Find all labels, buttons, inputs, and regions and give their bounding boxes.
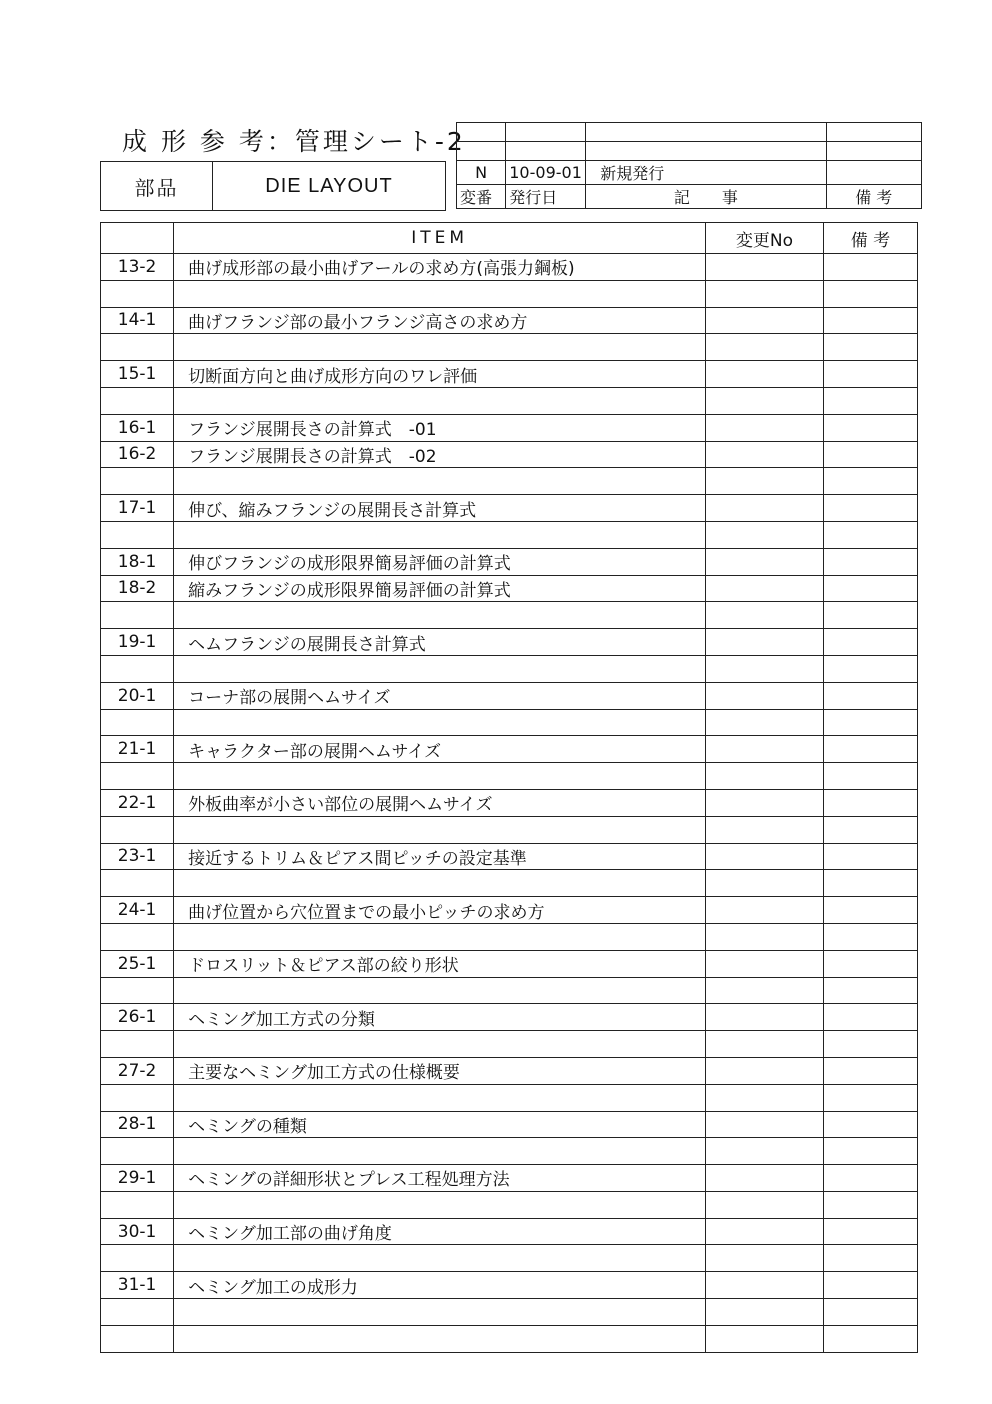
header-remarks: 備 考 bbox=[823, 223, 917, 254]
row-no bbox=[101, 602, 174, 629]
row-no: 30-1 bbox=[101, 1218, 174, 1245]
row-remarks bbox=[823, 1191, 917, 1218]
row-item bbox=[174, 923, 706, 950]
row-item bbox=[174, 1031, 706, 1058]
row-change-no bbox=[706, 682, 824, 709]
revision-header-date: 発行日 bbox=[506, 185, 586, 209]
row-remarks bbox=[823, 923, 917, 950]
row-change-no bbox=[706, 923, 824, 950]
row-change-no bbox=[706, 843, 824, 870]
revision-cell bbox=[586, 142, 826, 161]
row-no bbox=[101, 655, 174, 682]
row-change-no bbox=[706, 789, 824, 816]
row-change-no bbox=[706, 816, 824, 843]
row-item bbox=[174, 602, 706, 629]
row-no: 13-2 bbox=[101, 254, 174, 281]
table-row bbox=[101, 1299, 918, 1326]
row-item bbox=[174, 521, 706, 548]
row-item bbox=[174, 387, 706, 414]
row-no: 22-1 bbox=[101, 789, 174, 816]
row-no: 25-1 bbox=[101, 950, 174, 977]
row-change-no bbox=[706, 629, 824, 656]
row-remarks bbox=[823, 629, 917, 656]
table-row bbox=[101, 548, 918, 575]
row-remarks bbox=[823, 897, 917, 924]
revision-row bbox=[457, 161, 922, 185]
row-item: 接近するトリム＆ピアス間ピッチの設定基準 bbox=[174, 843, 706, 870]
table-row bbox=[101, 1191, 918, 1218]
row-remarks bbox=[823, 950, 917, 977]
row-no bbox=[101, 870, 174, 897]
row-remarks bbox=[823, 602, 917, 629]
row-remarks bbox=[823, 307, 917, 334]
row-item: ヘミングの詳細形状とプレス工程処理方法 bbox=[174, 1165, 706, 1192]
row-item: 曲げフランジ部の最小フランジ高さの求め方 bbox=[174, 307, 706, 334]
table-row bbox=[101, 1031, 918, 1058]
revision-change-no: N bbox=[457, 161, 506, 185]
table-row bbox=[101, 414, 918, 441]
row-change-no bbox=[706, 495, 824, 522]
row-remarks bbox=[823, 575, 917, 602]
row-remarks bbox=[823, 1272, 917, 1299]
row-change-no bbox=[706, 387, 824, 414]
row-item: 伸び、縮みフランジの展開長さ計算式 bbox=[174, 495, 706, 522]
row-item: ドロスリット＆ピアス部の絞り形状 bbox=[174, 950, 706, 977]
row-item bbox=[174, 1138, 706, 1165]
row-no: 16-1 bbox=[101, 414, 174, 441]
item-table bbox=[100, 222, 918, 1353]
row-remarks bbox=[823, 1138, 917, 1165]
row-change-no bbox=[706, 870, 824, 897]
header-no bbox=[101, 223, 174, 254]
row-remarks bbox=[823, 548, 917, 575]
table-row bbox=[101, 280, 918, 307]
row-remarks bbox=[823, 1218, 917, 1245]
row-item bbox=[174, 334, 706, 361]
table-row bbox=[101, 897, 918, 924]
row-item: コーナ部の展開ヘムサイズ bbox=[174, 682, 706, 709]
revision-header-change-no: 変番 bbox=[457, 185, 506, 209]
row-change-no bbox=[706, 414, 824, 441]
table-row bbox=[101, 1272, 918, 1299]
revision-cell bbox=[457, 142, 506, 161]
row-no: 17-1 bbox=[101, 495, 174, 522]
table-row bbox=[101, 763, 918, 790]
row-change-no bbox=[706, 1245, 824, 1272]
row-change-no bbox=[706, 1165, 824, 1192]
row-no: 20-1 bbox=[101, 682, 174, 709]
row-remarks bbox=[823, 1299, 917, 1326]
table-row bbox=[101, 816, 918, 843]
revision-header-row bbox=[457, 185, 922, 209]
row-no: 28-1 bbox=[101, 1111, 174, 1138]
row-change-no bbox=[706, 950, 824, 977]
row-item: 伸びフランジの成形限界簡易評価の計算式 bbox=[174, 548, 706, 575]
row-no: 31-1 bbox=[101, 1272, 174, 1299]
table-row bbox=[101, 387, 918, 414]
row-change-no bbox=[706, 280, 824, 307]
row-item bbox=[174, 709, 706, 736]
row-remarks bbox=[823, 495, 917, 522]
row-no bbox=[101, 709, 174, 736]
row-change-no bbox=[706, 1272, 824, 1299]
revision-cell bbox=[826, 142, 922, 161]
row-no bbox=[101, 977, 174, 1004]
row-remarks bbox=[823, 1004, 917, 1031]
revision-note: 新規発行 bbox=[586, 161, 826, 185]
table-row bbox=[101, 307, 918, 334]
table-row bbox=[101, 334, 918, 361]
row-no bbox=[101, 280, 174, 307]
row-no bbox=[101, 521, 174, 548]
row-item: 切断面方向と曲げ成形方向のワレ評価 bbox=[174, 361, 706, 388]
row-remarks bbox=[823, 414, 917, 441]
table-row bbox=[101, 468, 918, 495]
row-no bbox=[101, 1299, 174, 1326]
table-row bbox=[101, 789, 918, 816]
revision-empty-row bbox=[457, 142, 922, 161]
row-no: 27-2 bbox=[101, 1057, 174, 1084]
row-item bbox=[174, 1299, 706, 1326]
row-remarks bbox=[823, 977, 917, 1004]
row-no: 21-1 bbox=[101, 736, 174, 763]
row-no bbox=[101, 334, 174, 361]
row-no: 23-1 bbox=[101, 843, 174, 870]
table-row bbox=[101, 441, 918, 468]
row-no bbox=[101, 1191, 174, 1218]
table-row bbox=[101, 1057, 918, 1084]
part-label: 部品 bbox=[101, 162, 213, 210]
row-item bbox=[174, 763, 706, 790]
row-remarks bbox=[823, 361, 917, 388]
row-item bbox=[174, 1084, 706, 1111]
table-row bbox=[101, 602, 918, 629]
revision-remarks bbox=[826, 161, 922, 185]
table-row bbox=[101, 1084, 918, 1111]
table-row bbox=[101, 870, 918, 897]
row-item bbox=[174, 870, 706, 897]
row-change-no bbox=[706, 655, 824, 682]
table-row bbox=[101, 736, 918, 763]
table-row bbox=[101, 575, 918, 602]
row-change-no bbox=[706, 1084, 824, 1111]
table-row bbox=[101, 1111, 918, 1138]
row-remarks bbox=[823, 870, 917, 897]
row-remarks bbox=[823, 1031, 917, 1058]
row-item: 曲げ成形部の最小曲げアールの求め方(高張力鋼板) bbox=[174, 254, 706, 281]
row-remarks bbox=[823, 1325, 917, 1352]
table-row bbox=[101, 521, 918, 548]
row-item: 縮みフランジの成形限界簡易評価の計算式 bbox=[174, 575, 706, 602]
row-no bbox=[101, 763, 174, 790]
table-row bbox=[101, 1245, 918, 1272]
table-row bbox=[101, 1138, 918, 1165]
row-change-no bbox=[706, 602, 824, 629]
row-change-no bbox=[706, 1325, 824, 1352]
row-item bbox=[174, 1245, 706, 1272]
table-row bbox=[101, 950, 918, 977]
row-no bbox=[101, 816, 174, 843]
row-no: 16-2 bbox=[101, 441, 174, 468]
revision-table bbox=[456, 122, 922, 209]
row-item: キャラクター部の展開ヘムサイズ bbox=[174, 736, 706, 763]
table-row bbox=[101, 495, 918, 522]
row-no bbox=[101, 468, 174, 495]
row-item: ヘミング加工部の曲げ角度 bbox=[174, 1218, 706, 1245]
table-row bbox=[101, 1325, 918, 1352]
row-change-no bbox=[706, 709, 824, 736]
row-item bbox=[174, 977, 706, 1004]
row-change-no bbox=[706, 521, 824, 548]
row-remarks bbox=[823, 280, 917, 307]
table-row bbox=[101, 254, 918, 281]
row-no bbox=[101, 923, 174, 950]
row-remarks bbox=[823, 763, 917, 790]
row-item bbox=[174, 816, 706, 843]
row-change-no bbox=[706, 468, 824, 495]
row-remarks bbox=[823, 1111, 917, 1138]
revision-header-note: 記 事 bbox=[586, 185, 826, 209]
row-no: 29-1 bbox=[101, 1165, 174, 1192]
row-no: 15-1 bbox=[101, 361, 174, 388]
row-change-no bbox=[706, 1111, 824, 1138]
revision-empty-row bbox=[457, 123, 922, 142]
row-change-no bbox=[706, 334, 824, 361]
row-remarks bbox=[823, 254, 917, 281]
row-remarks bbox=[823, 843, 917, 870]
row-remarks bbox=[823, 736, 917, 763]
revision-cell bbox=[826, 123, 922, 142]
row-remarks bbox=[823, 521, 917, 548]
row-change-no bbox=[706, 1057, 824, 1084]
item-table-header bbox=[101, 223, 918, 254]
row-change-no bbox=[706, 736, 824, 763]
row-no bbox=[101, 1084, 174, 1111]
row-change-no bbox=[706, 1031, 824, 1058]
row-change-no bbox=[706, 441, 824, 468]
row-item: 主要なヘミング加工方式の仕様概要 bbox=[174, 1057, 706, 1084]
row-change-no bbox=[706, 897, 824, 924]
row-item bbox=[174, 1325, 706, 1352]
row-change-no bbox=[706, 254, 824, 281]
row-change-no bbox=[706, 1138, 824, 1165]
row-remarks bbox=[823, 655, 917, 682]
row-change-no bbox=[706, 977, 824, 1004]
table-row bbox=[101, 1165, 918, 1192]
row-remarks bbox=[823, 334, 917, 361]
row-no bbox=[101, 1325, 174, 1352]
sheet-title: 成 形 参 考：管理シート-2 bbox=[122, 127, 466, 156]
row-item bbox=[174, 280, 706, 307]
row-change-no bbox=[706, 307, 824, 334]
header-change-no: 変更No bbox=[706, 223, 824, 254]
row-no: 14-1 bbox=[101, 307, 174, 334]
row-change-no bbox=[706, 575, 824, 602]
revision-date: 10-09-01 bbox=[506, 161, 586, 185]
row-change-no bbox=[706, 1218, 824, 1245]
row-change-no bbox=[706, 548, 824, 575]
row-change-no bbox=[706, 763, 824, 790]
row-remarks bbox=[823, 387, 917, 414]
row-change-no bbox=[706, 1191, 824, 1218]
row-item: ヘミング加工方式の分類 bbox=[174, 1004, 706, 1031]
row-no: 26-1 bbox=[101, 1004, 174, 1031]
row-item: フランジ展開長さの計算式 -02 bbox=[174, 441, 706, 468]
row-remarks bbox=[823, 441, 917, 468]
part-box bbox=[100, 161, 446, 211]
revision-cell bbox=[506, 142, 586, 161]
row-remarks bbox=[823, 1245, 917, 1272]
table-row bbox=[101, 977, 918, 1004]
row-no bbox=[101, 1138, 174, 1165]
row-no bbox=[101, 1031, 174, 1058]
row-item: ヘミングの種類 bbox=[174, 1111, 706, 1138]
table-row bbox=[101, 361, 918, 388]
row-no: 24-1 bbox=[101, 897, 174, 924]
table-row bbox=[101, 629, 918, 656]
row-no bbox=[101, 387, 174, 414]
row-remarks bbox=[823, 468, 917, 495]
row-remarks bbox=[823, 816, 917, 843]
table-row bbox=[101, 843, 918, 870]
part-value: DIE LAYOUT bbox=[265, 174, 393, 197]
row-remarks bbox=[823, 789, 917, 816]
row-item: ヘムフランジの展開長さ計算式 bbox=[174, 629, 706, 656]
row-item bbox=[174, 468, 706, 495]
table-row bbox=[101, 1004, 918, 1031]
row-remarks bbox=[823, 682, 917, 709]
row-item: フランジ展開長さの計算式 -01 bbox=[174, 414, 706, 441]
row-no: 18-1 bbox=[101, 548, 174, 575]
row-no bbox=[101, 1245, 174, 1272]
revision-cell bbox=[457, 123, 506, 142]
row-item: 外板曲率が小さい部位の展開ヘムサイズ bbox=[174, 789, 706, 816]
row-item bbox=[174, 655, 706, 682]
row-change-no bbox=[706, 1004, 824, 1031]
row-remarks bbox=[823, 709, 917, 736]
table-row bbox=[101, 923, 918, 950]
row-no: 19-1 bbox=[101, 629, 174, 656]
row-change-no bbox=[706, 1299, 824, 1326]
row-remarks bbox=[823, 1165, 917, 1192]
revision-header-remarks: 備 考 bbox=[826, 185, 922, 209]
row-remarks bbox=[823, 1057, 917, 1084]
table-row bbox=[101, 1218, 918, 1245]
table-row bbox=[101, 682, 918, 709]
row-item: 曲げ位置から穴位置までの最小ピッチの求め方 bbox=[174, 897, 706, 924]
row-item bbox=[174, 1191, 706, 1218]
header-item: ITEM bbox=[174, 223, 706, 254]
row-change-no bbox=[706, 361, 824, 388]
row-remarks bbox=[823, 1084, 917, 1111]
table-row bbox=[101, 655, 918, 682]
row-no: 18-2 bbox=[101, 575, 174, 602]
row-item: ヘミング加工の成形力 bbox=[174, 1272, 706, 1299]
revision-cell bbox=[586, 123, 826, 142]
revision-cell bbox=[506, 123, 586, 142]
table-row bbox=[101, 709, 918, 736]
